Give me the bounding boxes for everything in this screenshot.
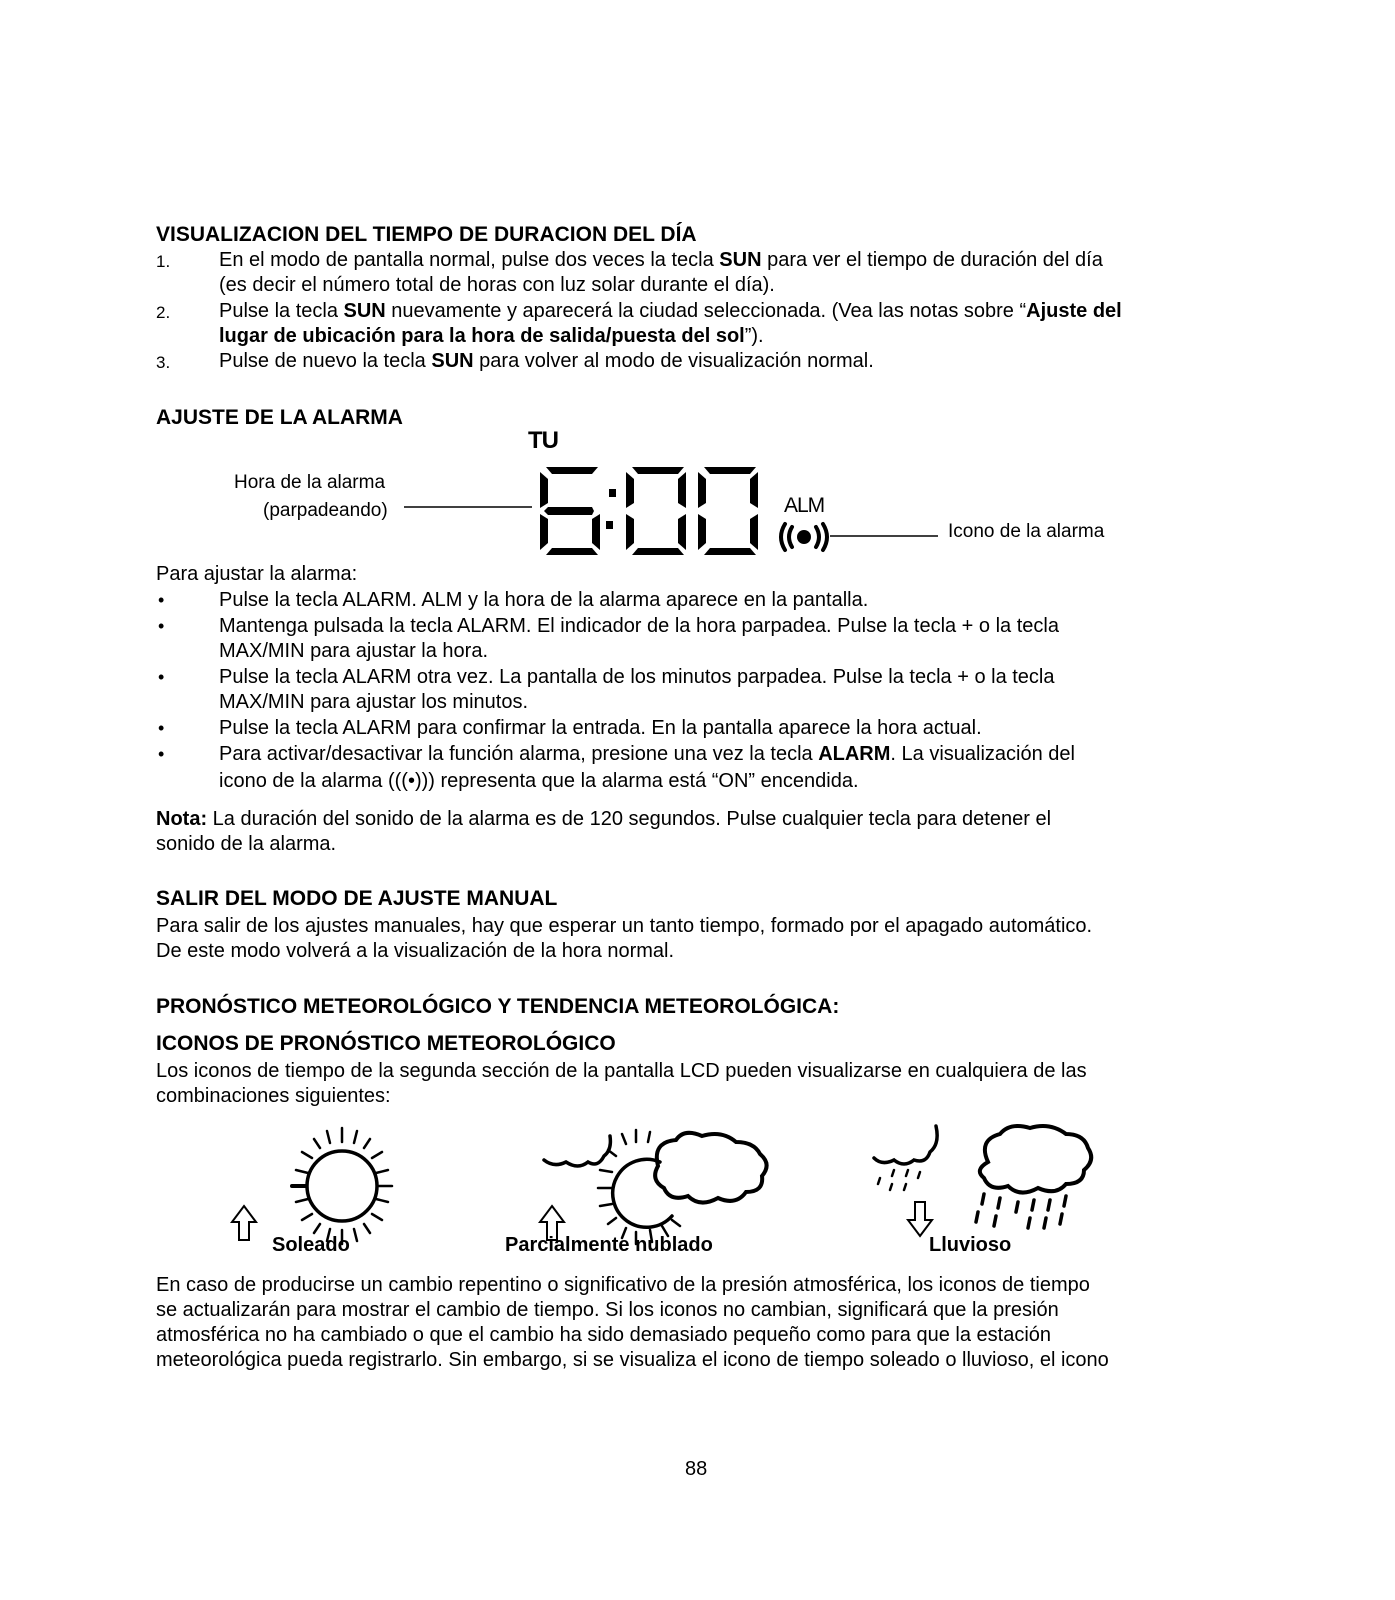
note-text: Nota: La duración del sonido de la alarma es de 120 segundos. Pulse cualquier tecla para detener el xyxy=(156,808,1052,830)
alarm-bell-icon xyxy=(776,520,832,554)
list-number: 2. xyxy=(156,303,171,322)
section-title-daylength: VISUALIZACION DEL TIEMPO DE DURACION DEL DÍA xyxy=(156,223,697,246)
section-title-alarm: AJUSTE DE LA ALARMA xyxy=(156,406,403,429)
paragraph-line: En caso de producirse un cambio repentino o significativo de la presión atmosférica, los iconos de tiempo xyxy=(156,1274,1090,1296)
section-title-exit-manual: SALIR DEL MODO DE AJUSTE MANUAL xyxy=(156,887,558,910)
bullet-text: MAX/MIN para ajustar la hora. xyxy=(219,640,488,662)
label-alarm-time: Hora de la alarma xyxy=(234,472,386,493)
list-item-text: En el modo de pantalla normal, pulse dos veces la tecla SUN para ver el tiempo de duración del día xyxy=(219,249,1103,271)
bullet-text: icono de la alarma (((•))) representa que la alarma está “ON” encendida. xyxy=(219,770,859,792)
paragraph-line: atmosférica no ha cambiado o que el cambio ha sido demasiado pequeño como para que la estación xyxy=(156,1324,1052,1346)
caption-rainy: Lluvioso xyxy=(929,1234,1012,1256)
bullet: • xyxy=(158,744,165,764)
list-item-text: Pulse de nuevo la tecla SUN para volver al modo de visualización normal. xyxy=(219,350,874,372)
section-subtitle-forecast-icons: ICONOS DE PRONÓSTICO METEOROLÓGICO xyxy=(156,1032,616,1055)
bullet: • xyxy=(158,667,165,687)
bullet-text: Pulse la tecla ALARM para confirmar la entrada. En la pantalla aparece la hora actual. xyxy=(219,717,982,739)
bullet-text: Para activar/desactivar la función alarma, presione una vez la tecla ALARM. La visualización del xyxy=(219,743,1075,765)
caption-sunny: Soleado xyxy=(272,1234,350,1256)
paragraph-line: Para salir de los ajustes manuales, hay que esperar un tanto tiempo, formado por el apagado automático. xyxy=(156,915,1093,937)
paragraph-line: combinaciones siguientes: xyxy=(156,1085,391,1107)
bullet-text: Mantenga pulsada la tecla ALARM. El indicador de la hora parpadea. Pulse la tecla + o la tecla xyxy=(219,615,1059,637)
label-blinking: (parpadeando) xyxy=(263,500,388,521)
leader-line xyxy=(404,505,534,509)
paragraph-line: meteorológica pueda registrarlo. Sin embargo, si se visualiza el icono de tiempo soleado o lluvioso, el icono xyxy=(156,1349,1109,1371)
section-title-forecast: PRONÓSTICO METEOROLÓGICO Y TENDENCIA METEOROLÓGICA: xyxy=(156,995,840,1018)
list-item-text: lugar de ubicación para la hora de salida/puesta del sol”). xyxy=(219,325,764,347)
sun-icon xyxy=(280,1126,400,1246)
caption-partly-cloudy: Parcialmente nublado xyxy=(505,1234,713,1256)
lcd-alm-indicator: ALM xyxy=(784,494,825,517)
label-alarm-icon: Icono de la alarma xyxy=(948,521,1105,542)
lcd-day: TU xyxy=(528,427,558,454)
note-text: sonido de la alarma. xyxy=(156,833,337,855)
arrow-up-icon xyxy=(230,1204,258,1242)
paragraph-line: se actualizarán para mostrar el cambio de tiempo. Si los iconos no cambian, significará que la presión xyxy=(156,1299,1059,1321)
list-item-text: Pulse la tecla SUN nuevamente y aparecerá la ciudad seleccionada. (Vea las notas sobre “Ajuste del xyxy=(219,300,1122,322)
page-number: 88 xyxy=(685,1458,708,1480)
lcd-digit-0 xyxy=(698,467,758,555)
list-item-text: (es decir el número total de horas con luz solar durante el día). xyxy=(219,274,775,296)
bullet-text: Pulse la tecla ALARM otra vez. La pantalla de los minutos parpadea. Pulse la tecla + o la tecla xyxy=(219,666,1055,688)
paragraph-line: Los iconos de tiempo de la segunda sección de la pantalla LCD pueden visualizarse en cualquiera de las xyxy=(156,1060,1087,1082)
partly-cloudy-icon xyxy=(540,1128,780,1246)
bullet: • xyxy=(158,590,165,610)
alarm-intro: Para ajustar la alarma: xyxy=(156,563,358,585)
bullet-text: Pulse la tecla ALARM. ALM y la hora de la alarma aparece en la pantalla. xyxy=(219,589,869,611)
lcd-time-display xyxy=(540,467,770,557)
list-number: 3. xyxy=(156,353,171,372)
list-number: 1. xyxy=(156,252,171,271)
lcd-digit-0 xyxy=(626,467,686,555)
leader-line xyxy=(830,534,940,538)
lcd-digit-6 xyxy=(540,467,600,555)
paragraph-line: De este modo volverá a la visualización de la hora normal. xyxy=(156,940,675,962)
bullet: • xyxy=(158,718,165,738)
bullet-text: MAX/MIN para ajustar los minutos. xyxy=(219,691,528,713)
bullet: • xyxy=(158,616,165,636)
